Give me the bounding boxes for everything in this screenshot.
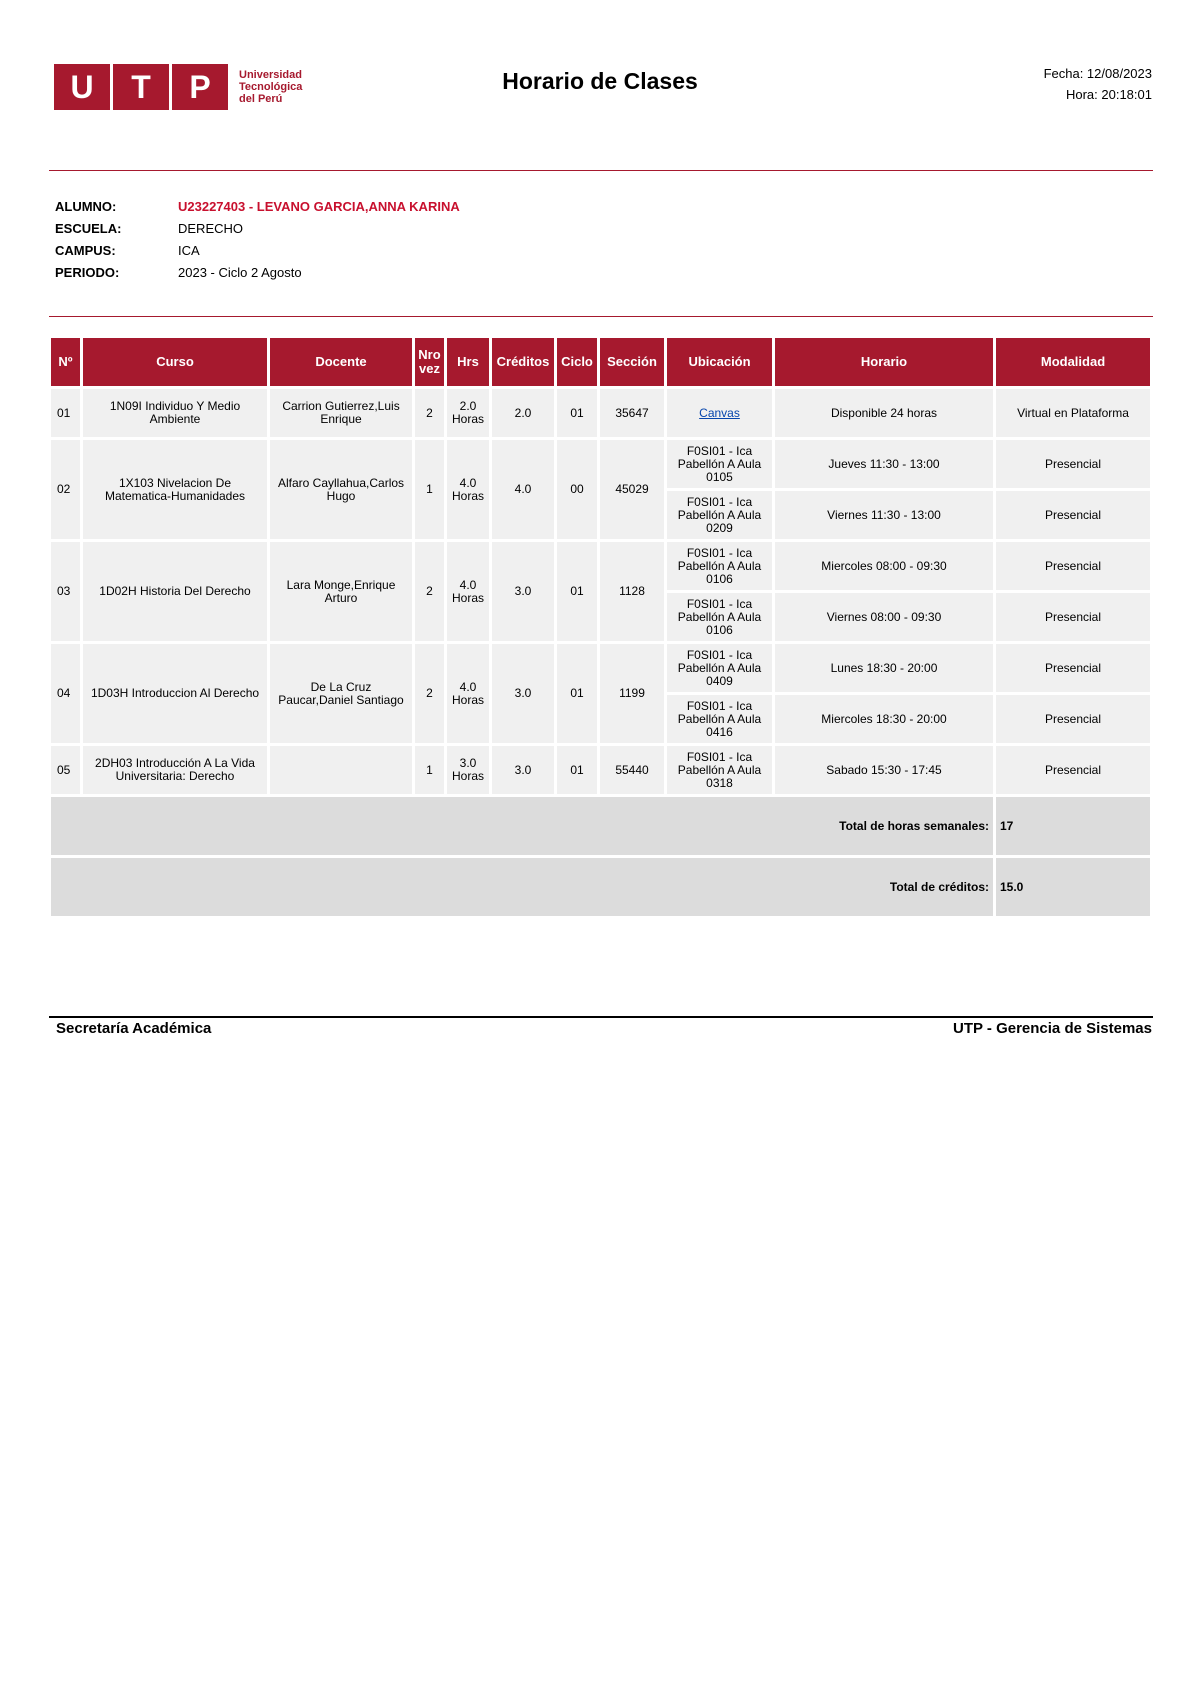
cell-ciclo: 01	[557, 644, 597, 743]
info-label: ALUMNO:	[55, 199, 117, 214]
header-ubicacion: Ubicación	[667, 338, 772, 386]
info-row-campus	[55, 240, 460, 262]
cell-hrs: 3.0 Horas	[447, 746, 489, 794]
cell-creditos: 3.0	[492, 746, 554, 794]
cell-modalidad: Presencial	[996, 542, 1150, 590]
header-docente: Docente	[270, 338, 412, 386]
info-label: CAMPUS:	[55, 243, 116, 258]
logo-text-line: del Perú	[239, 93, 283, 105]
cell-curso: 1D03H Introduccion Al Derecho	[83, 644, 267, 743]
schedule-table	[48, 335, 1153, 919]
table-header-row	[51, 338, 1150, 386]
header-horario: Horario	[775, 338, 993, 386]
cell-num: 02	[51, 440, 80, 539]
cell-vez: 1	[415, 440, 444, 539]
cell-horario: Miercoles 08:00 - 09:30	[775, 542, 993, 590]
footer-left: Secretaría Académica	[56, 1020, 212, 1037]
cell-curso: 1D02H Historia Del Derecho	[83, 542, 267, 641]
cell-ubicacion: F0SI01 - Ica Pabellón A Aula 0318	[667, 746, 772, 794]
cell-docente: Alfaro Cayllahua,Carlos Hugo	[270, 440, 412, 539]
student-name: U23227403 - LEVANO GARCIA,ANNA KARINA	[178, 199, 460, 214]
info-row-escuela	[55, 218, 460, 240]
cell-seccion: 1199	[600, 644, 664, 743]
header-divider	[49, 170, 1153, 171]
student-info	[55, 196, 460, 284]
info-row-alumno	[55, 196, 460, 218]
logo-text-line: Universidad	[239, 69, 302, 81]
page-title: Horario de Clases	[502, 68, 698, 94]
table-row	[51, 440, 1150, 488]
cell-seccion: 55440	[600, 746, 664, 794]
logo-letter-t: T	[113, 64, 169, 110]
cell-hrs: 2.0 Horas	[447, 389, 489, 437]
total-hours-row	[51, 797, 1150, 855]
time-label: Hora: 20:18:01	[1065, 87, 1152, 102]
logo-text-line: Tecnológica	[239, 81, 303, 93]
logo-letter-u: U	[54, 64, 110, 110]
cell-modalidad: Virtual en Plataforma	[996, 389, 1150, 437]
header-modalidad: Modalidad	[996, 338, 1150, 386]
total-credits-row	[51, 858, 1150, 916]
date-time-block	[1044, 63, 1152, 105]
header-num: Nº	[51, 338, 80, 386]
cell-horario: Viernes 11:30 - 13:00	[775, 491, 993, 539]
cell-hrs: 4.0 Horas	[447, 440, 489, 539]
cell-horario: Lunes 18:30 - 20:00	[775, 644, 993, 692]
cell-creditos: 3.0	[492, 644, 554, 743]
table-row	[51, 644, 1150, 692]
total-hours-value: 17	[996, 797, 1150, 855]
info-row-periodo	[55, 262, 460, 284]
cell-modalidad: Presencial	[996, 644, 1150, 692]
cell-vez: 2	[415, 542, 444, 641]
school-value: DERECHO	[178, 221, 244, 236]
info-label: PERIODO:	[55, 265, 120, 280]
cell-docente: Lara Monge,Enrique Arturo	[270, 542, 412, 641]
cell-docente: Carrion Gutierrez,Luis Enrique	[270, 389, 412, 437]
table-row	[51, 542, 1150, 590]
period-value: 2023 - Ciclo 2 Agosto	[178, 265, 302, 280]
header-nro-vez: Nro vez	[415, 338, 444, 386]
cell-seccion: 35647	[600, 389, 664, 437]
header-creditos: Créditos	[492, 338, 554, 386]
cell-modalidad: Presencial	[996, 746, 1150, 794]
cell-docente	[270, 746, 412, 794]
cell-horario: Jueves 11:30 - 13:00	[775, 440, 993, 488]
cell-horario: Sabado 15:30 - 17:45	[775, 746, 993, 794]
cell-modalidad: Presencial	[996, 593, 1150, 641]
cell-creditos: 2.0	[492, 389, 554, 437]
cell-ciclo: 00	[557, 440, 597, 539]
table-row	[51, 389, 1150, 437]
cell-modalidad: Presencial	[996, 491, 1150, 539]
canvas-link[interactable]: Canvas	[667, 389, 772, 437]
total-credits-value: 15.0	[996, 858, 1150, 916]
total-credits-label: Total de créditos:	[51, 858, 993, 916]
cell-ubicacion: F0SI01 - Ica Pabellón A Aula 0106	[667, 593, 772, 641]
footer-right: UTP - Gerencia de Sistemas	[953, 1020, 1152, 1037]
cell-vez: 2	[415, 389, 444, 437]
cell-num: 05	[51, 746, 80, 794]
cell-ubicacion: F0SI01 - Ica Pabellón A Aula 0106	[667, 542, 772, 590]
cell-ubicacion: F0SI01 - Ica Pabellón A Aula 0409	[667, 644, 772, 692]
cell-hrs: 4.0 Horas	[447, 542, 489, 641]
cell-docente: De La Cruz Paucar,Daniel Santiago	[270, 644, 412, 743]
cell-modalidad: Presencial	[996, 695, 1150, 743]
header-hrs: Hrs	[447, 338, 489, 386]
cell-curso: 1N09I Individuo Y Medio Ambiente	[83, 389, 267, 437]
cell-ubicacion: F0SI01 - Ica Pabellón A Aula 0416	[667, 695, 772, 743]
cell-ciclo: 01	[557, 746, 597, 794]
cell-curso: 1X103 Nivelacion De Matematica-Humanidades	[83, 440, 267, 539]
cell-ubicacion: F0SI01 - Ica Pabellón A Aula 0105	[667, 440, 772, 488]
cell-creditos: 4.0	[492, 440, 554, 539]
header-curso: Curso	[83, 338, 267, 386]
cell-ciclo: 01	[557, 389, 597, 437]
cell-num: 04	[51, 644, 80, 743]
cell-num: 01	[51, 389, 80, 437]
cell-num: 03	[51, 542, 80, 641]
cell-curso: 2DH03 Introducción A La Vida Universitaria: Derecho	[83, 746, 267, 794]
cell-hrs: 4.0 Horas	[447, 644, 489, 743]
date-label: Fecha: 12/08/2023	[1043, 66, 1152, 81]
footer-divider	[49, 1016, 1153, 1018]
total-hours-label: Total de horas semanales:	[51, 797, 993, 855]
cell-horario: Disponible 24 horas	[775, 389, 993, 437]
header-ciclo: Ciclo	[557, 338, 597, 386]
cell-modalidad: Presencial	[996, 440, 1150, 488]
header-seccion: Sección	[600, 338, 664, 386]
table-row	[51, 746, 1150, 794]
cell-horario: Viernes 08:00 - 09:30	[775, 593, 993, 641]
cell-ciclo: 01	[557, 542, 597, 641]
cell-ubicacion: F0SI01 - Ica Pabellón A Aula 0209	[667, 491, 772, 539]
logo-letter-p: P	[172, 64, 228, 110]
cell-vez: 1	[415, 746, 444, 794]
cell-seccion: 45029	[600, 440, 664, 539]
campus-value: ICA	[178, 243, 200, 258]
cell-seccion: 1128	[600, 542, 664, 641]
info-divider	[49, 316, 1153, 317]
cell-vez: 2	[415, 644, 444, 743]
info-label: ESCUELA:	[55, 221, 122, 236]
cell-creditos: 3.0	[492, 542, 554, 641]
cell-horario: Miercoles 18:30 - 20:00	[775, 695, 993, 743]
